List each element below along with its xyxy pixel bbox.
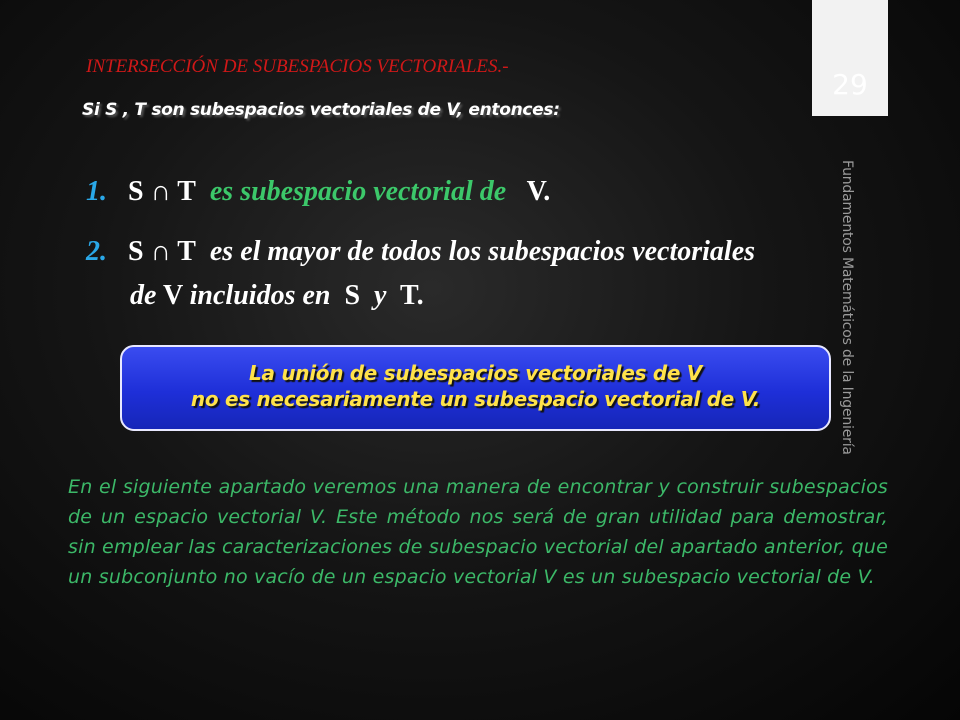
page-number: 29: [832, 68, 868, 101]
vertical-course-label: Fundamentos Matemáticos de la Ingeniería: [839, 160, 855, 455]
property-2: [86, 236, 755, 268]
intro-statement: Si S , T son subespacios vectoriales de V, entonces:: [82, 100, 560, 120]
property-text: es subespacio vectorial de: [209, 176, 507, 207]
symbol-s: S: [344, 280, 361, 311]
property-number: 2.: [86, 236, 107, 267]
body-paragraph: En el siguiente apartado veremos una manera de encontrar y construir subespacios de un espacio vectorial V. Este método nos será de gran utilidad para demostrar, sin emplear las caracterizaciones de subespacio vectorial del apartado anterior, que un subconjunto no vacío de un espacio vectorial V es un subespacio vectorial de V.: [68, 476, 888, 588]
property-1: [86, 176, 550, 208]
page-number-tab: [812, 0, 888, 116]
word-incluidos: incluidos en: [189, 280, 331, 311]
word-de: de: [130, 280, 157, 311]
symbol-v: V: [162, 280, 183, 311]
property-number: 1.: [86, 176, 107, 207]
slide-title: INTERSECCIÓN DE SUBESPACIOS VECTORIALES.-: [86, 56, 509, 77]
property-text: es el mayor de todos los subespacios vectoriales: [209, 236, 756, 267]
callout-line-1: La unión de subespacios vectoriales de V: [249, 361, 702, 385]
word-y: y: [374, 280, 387, 311]
callout-line-2: no es necesariamente un subespacio vectorial de V.: [190, 387, 761, 411]
property-end: V.: [526, 176, 551, 207]
symbol-t: T.: [399, 280, 424, 311]
property-2-continuation: [130, 280, 424, 312]
intersection-expression: S ∩ T: [128, 176, 196, 207]
callout-box: [120, 345, 831, 431]
intersection-expression: S ∩ T: [128, 236, 196, 267]
